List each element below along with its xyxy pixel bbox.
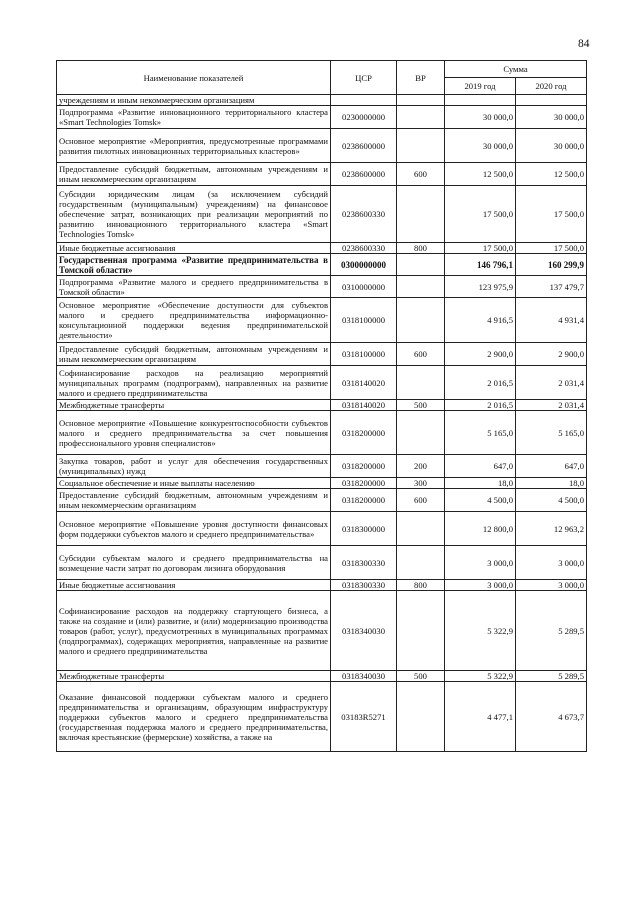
row-name: Подпрограмма «Развитие инновационного территориального кластера «Smart Technologies Tomsk» — [57, 106, 331, 129]
row-vr — [397, 512, 445, 546]
row-value-2020: 2 900,0 — [516, 343, 587, 366]
row-csr: 0318200000 — [331, 489, 397, 512]
row-value-2020: 30 000,0 — [516, 106, 587, 129]
table-row — [57, 254, 587, 276]
row-value-2020: 4 673,7 — [516, 682, 587, 752]
table-row — [57, 512, 587, 546]
row-value-2019: 4 500,0 — [445, 489, 516, 512]
table-row — [57, 411, 587, 455]
row-csr: 0300000000 — [331, 254, 397, 276]
row-name: Основное мероприятие «Мероприятия, предусмотренные программами развития пилотных инновационных территориальных кластеров» — [57, 129, 331, 163]
row-vr: 300 — [397, 478, 445, 489]
row-value-2020: 12 500,0 — [516, 163, 587, 186]
table-row — [57, 186, 587, 243]
row-csr: 0318140020 — [331, 400, 397, 411]
row-vr: 800 — [397, 243, 445, 254]
row-value-2020 — [516, 95, 587, 106]
header-2019: 2019 год — [445, 78, 516, 95]
row-vr: 600 — [397, 343, 445, 366]
row-value-2020: 5 289,5 — [516, 591, 587, 671]
row-csr: 0310000000 — [331, 276, 397, 298]
table-row — [57, 129, 587, 163]
table-row — [57, 343, 587, 366]
row-value-2019: 2 900,0 — [445, 343, 516, 366]
row-name: Субсидии субъектам малого и среднего предпринимательства на возмещение части затрат по договорам лизинга оборудования — [57, 546, 331, 580]
row-csr: 0318100000 — [331, 298, 397, 343]
row-vr — [397, 298, 445, 343]
row-vr — [397, 546, 445, 580]
row-name: Подпрограмма «Развитие малого и среднего предпринимательства в Томской области» — [57, 276, 331, 298]
table-header — [57, 61, 587, 95]
row-value-2019: 5 322,9 — [445, 591, 516, 671]
row-value-2020: 30 000,0 — [516, 129, 587, 163]
row-csr: 0318200000 — [331, 455, 397, 478]
row-vr — [397, 276, 445, 298]
row-vr — [397, 411, 445, 455]
row-name: Государственная программа «Развитие предпринимательства в Томской области» — [57, 254, 331, 276]
row-value-2020: 3 000,0 — [516, 546, 587, 580]
table-row — [57, 95, 587, 106]
row-csr: 0318300000 — [331, 512, 397, 546]
row-value-2019: 17 500,0 — [445, 186, 516, 243]
row-csr: 0230000000 — [331, 106, 397, 129]
row-value-2019: 123 975,9 — [445, 276, 516, 298]
row-value-2020: 5 165,0 — [516, 411, 587, 455]
row-name: Иные бюджетные ассигнования — [57, 580, 331, 591]
table-row — [57, 546, 587, 580]
row-value-2019: 17 500,0 — [445, 243, 516, 254]
row-csr: 0318140020 — [331, 366, 397, 400]
row-value-2019: 4 477,1 — [445, 682, 516, 752]
row-value-2020: 137 479,7 — [516, 276, 587, 298]
row-name: Социальное обеспечение и иные выплаты населению — [57, 478, 331, 489]
row-csr: 03183R5271 — [331, 682, 397, 752]
row-csr: 0238600330 — [331, 186, 397, 243]
row-name: Основное мероприятие «Повышение уровня доступности финансовых форм поддержки субъектов малого и среднего предпринимательства» — [57, 512, 331, 546]
row-vr — [397, 186, 445, 243]
row-name: Софинансирование расходов на реализацию мероприятий муниципальных программ (подпрограмм), направленных на развитие малого и среднего предпринимательства — [57, 366, 331, 400]
row-vr — [397, 129, 445, 163]
row-value-2020: 2 031,4 — [516, 366, 587, 400]
row-value-2020: 5 289,5 — [516, 671, 587, 682]
row-value-2020: 2 031,4 — [516, 400, 587, 411]
row-value-2020: 12 963,2 — [516, 512, 587, 546]
row-value-2020: 17 500,0 — [516, 186, 587, 243]
table-row — [57, 276, 587, 298]
row-value-2020: 18,0 — [516, 478, 587, 489]
row-csr: 0238600000 — [331, 129, 397, 163]
row-value-2019: 18,0 — [445, 478, 516, 489]
budget-table — [56, 60, 587, 752]
row-vr: 800 — [397, 580, 445, 591]
row-value-2019: 2 016,5 — [445, 366, 516, 400]
header-csr: ЦСР — [331, 61, 397, 95]
header-name: Наименование показателей — [57, 61, 331, 95]
row-name: Субсидии юридическим лицам (за исключением субсидий государственным (муниципальным) учреждениям) на финансовое обеспечение затрат, возникающих при реализации мероприятий по развитию инновационного территориального кластера «Smart Technologies Tomsk» — [57, 186, 331, 243]
row-name: Иные бюджетные ассигнования — [57, 243, 331, 254]
row-vr: 500 — [397, 400, 445, 411]
row-vr — [397, 682, 445, 752]
row-vr — [397, 95, 445, 106]
header-2020: 2020 год — [516, 78, 587, 95]
table-row — [57, 455, 587, 478]
row-name: Оказание финансовой поддержки субъектам малого и среднего предпринимательства и организациям, образующим инфраструктуру поддержки субъектов малого и среднего предпринимательства (государственная поддержка малого и среднего предпринимательства, включая крестьянские (фермерские) хозяйства, а также на — [57, 682, 331, 752]
row-csr: 0318300330 — [331, 580, 397, 591]
row-csr: 0318200000 — [331, 478, 397, 489]
table-row — [57, 682, 587, 752]
row-value-2019: 30 000,0 — [445, 129, 516, 163]
row-csr: 0238600330 — [331, 243, 397, 254]
row-name: Закупка товаров, работ и услуг для обеспечения государственных (муниципальных) нужд — [57, 455, 331, 478]
row-name: Предоставление субсидий бюджетным, автономным учреждениям и иным некоммерческим организациям — [57, 489, 331, 512]
row-value-2020: 4 500,0 — [516, 489, 587, 512]
row-vr — [397, 591, 445, 671]
row-csr: 0318300330 — [331, 546, 397, 580]
row-name: Предоставление субсидий бюджетным, автономным учреждениям и иным некоммерческим организациям — [57, 163, 331, 186]
row-csr: 0318200000 — [331, 411, 397, 455]
row-value-2019: 5 165,0 — [445, 411, 516, 455]
row-value-2020: 3 000,0 — [516, 580, 587, 591]
row-value-2019: 3 000,0 — [445, 580, 516, 591]
row-value-2020: 647,0 — [516, 455, 587, 478]
row-vr: 600 — [397, 163, 445, 186]
table-row — [57, 243, 587, 254]
page-number: 84 — [578, 38, 590, 50]
row-value-2019: 2 016,5 — [445, 400, 516, 411]
table-row — [57, 591, 587, 671]
table-row — [57, 163, 587, 186]
header-sum: Сумма — [445, 61, 587, 78]
table-row — [57, 400, 587, 411]
row-csr — [331, 95, 397, 106]
table-row — [57, 478, 587, 489]
row-value-2019: 12 500,0 — [445, 163, 516, 186]
row-name: Межбюджетные трансферты — [57, 400, 331, 411]
row-value-2019: 3 000,0 — [445, 546, 516, 580]
row-value-2020: 4 931,4 — [516, 298, 587, 343]
row-value-2019: 647,0 — [445, 455, 516, 478]
row-vr: 600 — [397, 489, 445, 512]
row-csr: 0318100000 — [331, 343, 397, 366]
row-name: учреждениям и иным некоммерческим организациям — [57, 95, 331, 106]
row-name: Основное мероприятие «Обеспечение доступности для субъектов малого и среднего предпринимательства информационно-консультационной поддержки ведения предпринимательской деятельности» — [57, 298, 331, 343]
row-value-2019: 5 322,9 — [445, 671, 516, 682]
row-vr — [397, 366, 445, 400]
table-row — [57, 106, 587, 129]
row-name: Основное мероприятие «Повышение конкурентоспособности субъектов малого и среднего предпринимательства за счет повышения профессионального уровня специалистов» — [57, 411, 331, 455]
table-row — [57, 298, 587, 343]
table-body — [57, 95, 587, 752]
row-name: Предоставление субсидий бюджетным, автономным учреждениям и иным некоммерческим организациям — [57, 343, 331, 366]
table-row — [57, 580, 587, 591]
row-name: Межбюджетные трансферты — [57, 671, 331, 682]
row-vr: 200 — [397, 455, 445, 478]
row-vr — [397, 106, 445, 129]
row-value-2019: 30 000,0 — [445, 106, 516, 129]
row-vr: 500 — [397, 671, 445, 682]
header-vr: ВР — [397, 61, 445, 95]
row-csr: 0318340030 — [331, 671, 397, 682]
row-value-2020: 160 299,9 — [516, 254, 587, 276]
row-value-2019: 4 916,5 — [445, 298, 516, 343]
row-csr: 0238600000 — [331, 163, 397, 186]
row-csr: 0318340030 — [331, 591, 397, 671]
row-value-2020: 17 500,0 — [516, 243, 587, 254]
table-row — [57, 489, 587, 512]
table-row — [57, 671, 587, 682]
row-value-2019 — [445, 95, 516, 106]
row-value-2019: 146 796,1 — [445, 254, 516, 276]
row-vr — [397, 254, 445, 276]
row-value-2019: 12 800,0 — [445, 512, 516, 546]
row-name: Софинансирование расходов на поддержку стартующего бизнеса, а также на создание и (или) развитие, и (или) модернизацию производства товаров (работ, услуг), предусмотренных в муниципальных программах (подпрограммах), содержащих мероприятия, направленные на развитие малого и среднего предпринимательства — [57, 591, 331, 671]
table-row — [57, 366, 587, 400]
